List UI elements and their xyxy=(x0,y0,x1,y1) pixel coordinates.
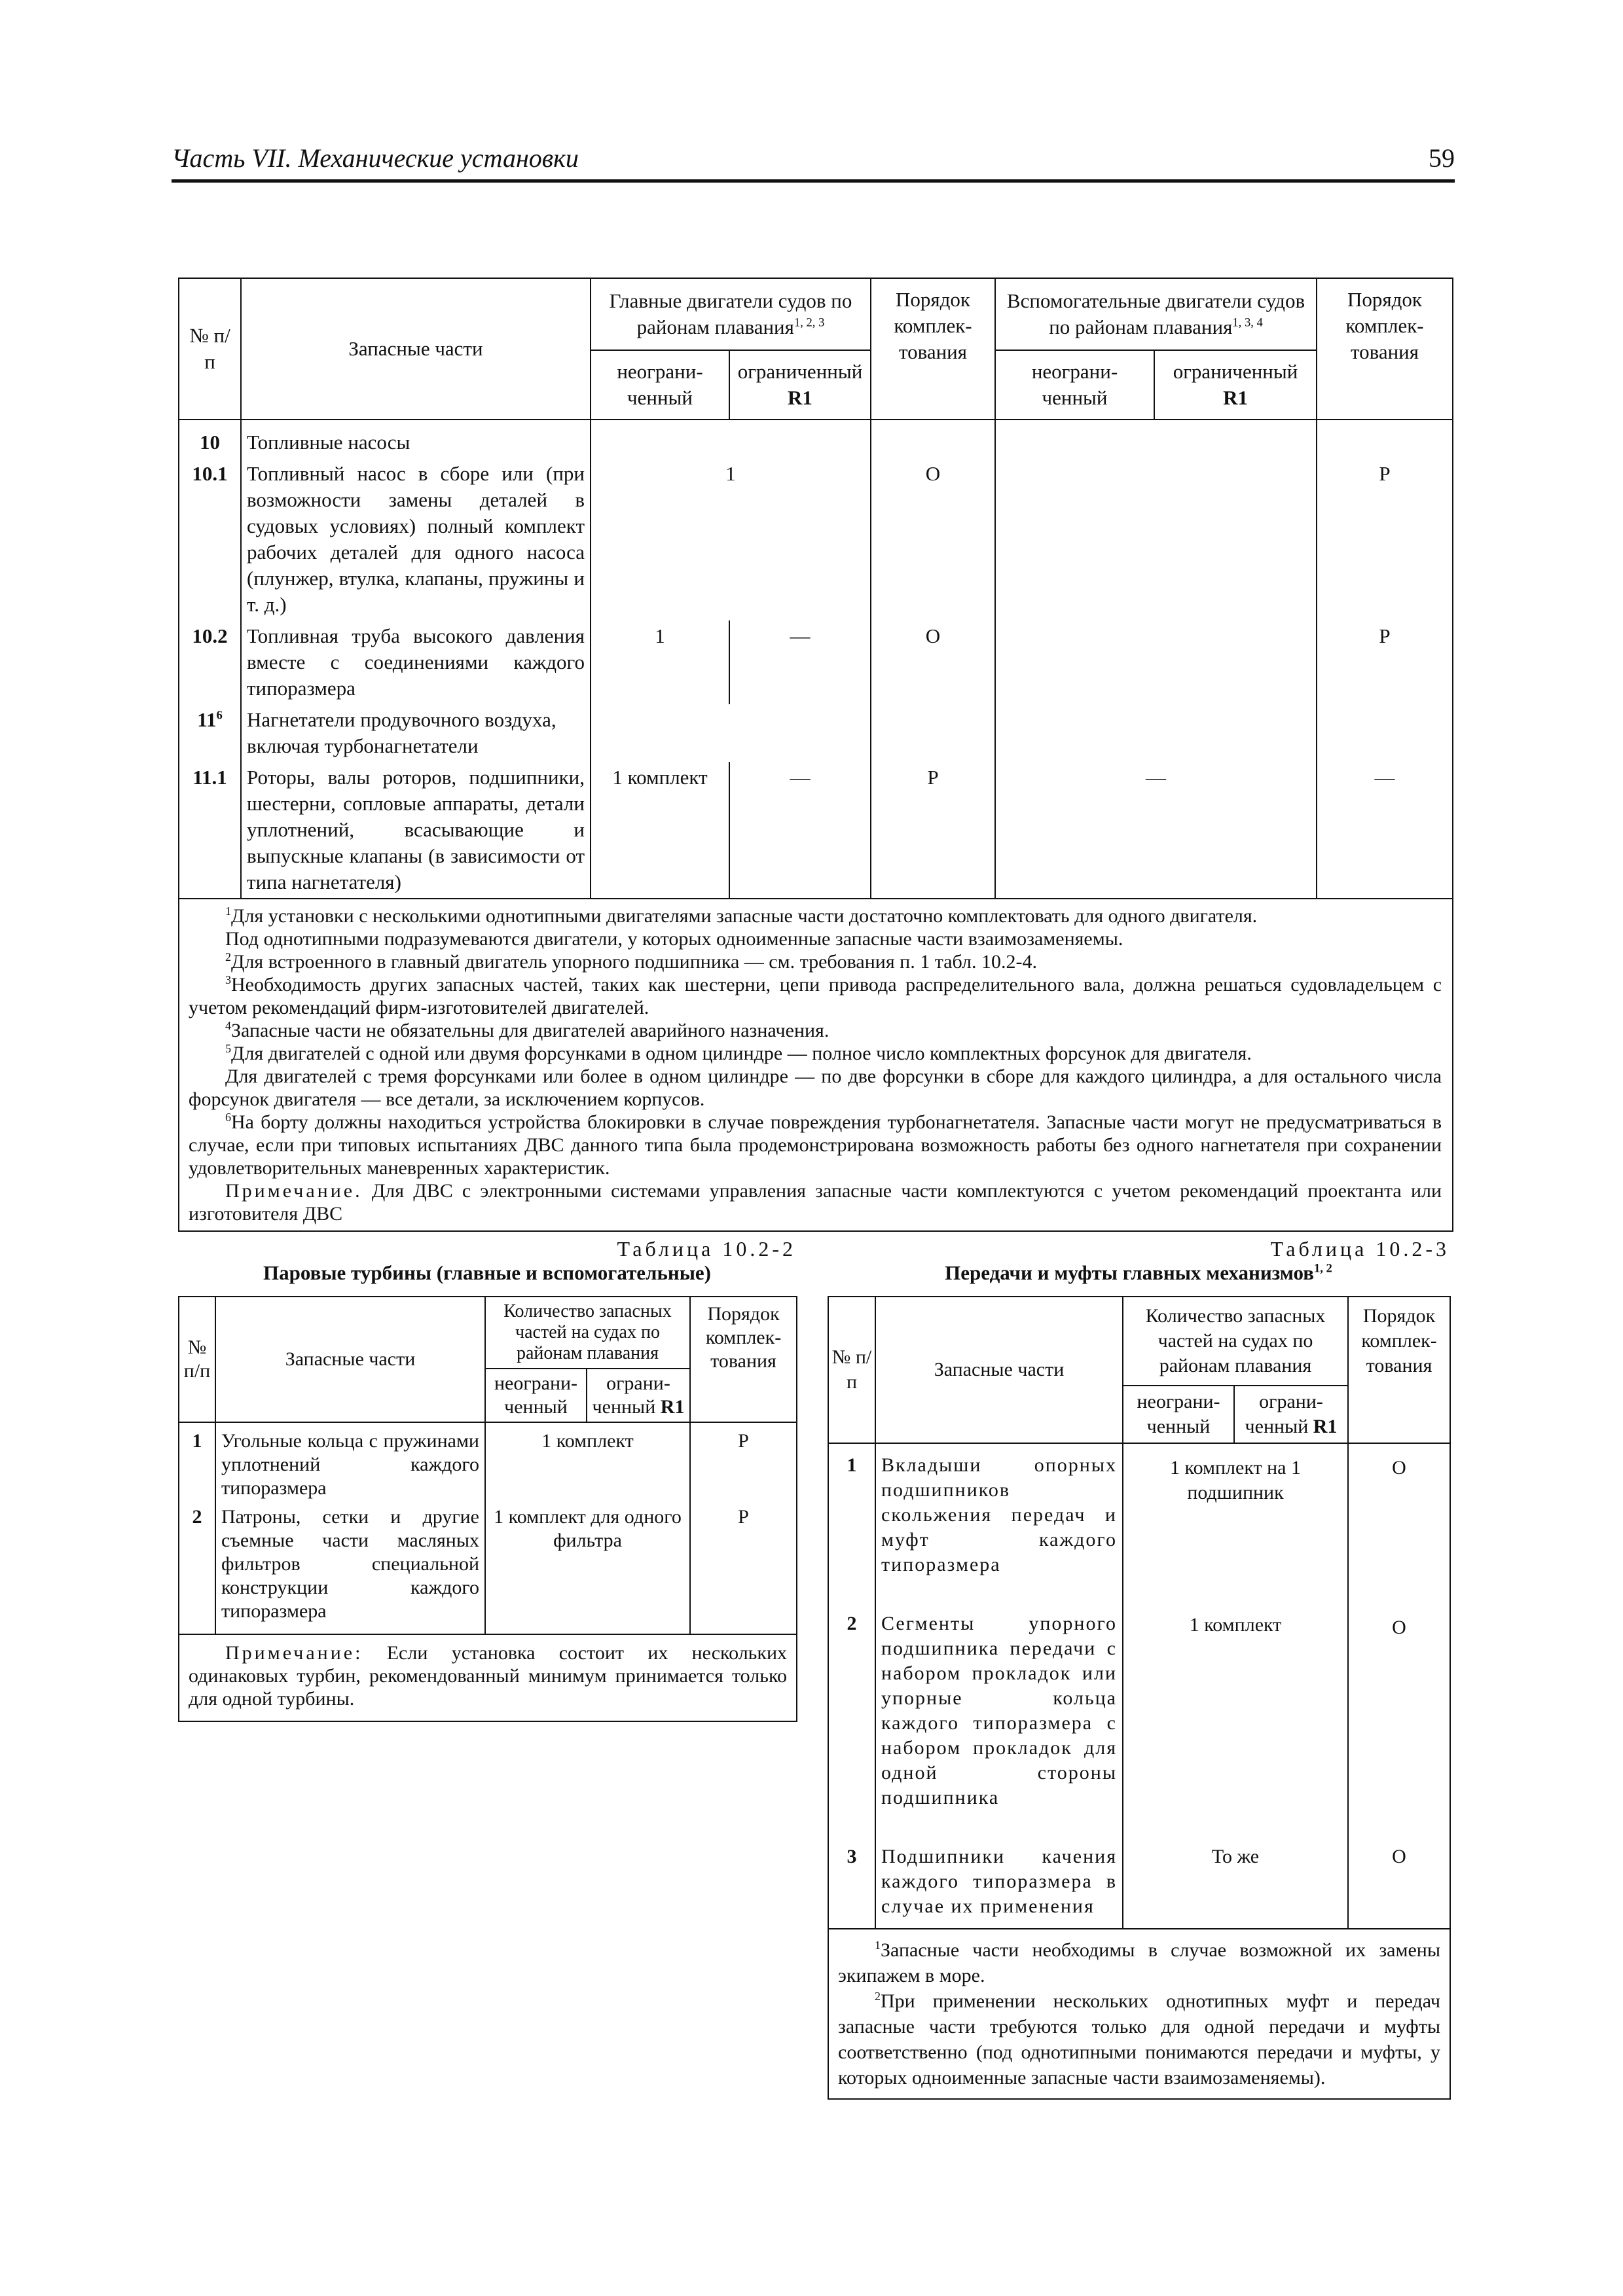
row-order: Р xyxy=(871,762,995,899)
row-text: Вкладыши опорных подшипников скольжения передач и муфт каждого типоразмера xyxy=(875,1443,1123,1580)
col-header-limited: ограниченный R1 xyxy=(729,350,871,420)
row-text: Топливные насосы xyxy=(241,420,591,458)
row-order: Р xyxy=(690,1503,797,1634)
page-number: 59 xyxy=(1429,143,1455,173)
col-header-num: № п/п xyxy=(828,1297,875,1443)
row-order-aux: — xyxy=(1317,762,1453,899)
table-row xyxy=(179,1503,797,1634)
table-notes: Примечание: Если установка состоит их нескольких одинаковых турбин, рекомендованный минимум принимается только для одной турбины. xyxy=(179,1634,797,1721)
row-order: О xyxy=(1348,1580,1450,1813)
row-main-qty: 1 xyxy=(591,458,871,620)
row-text: Патроны, сетки и другие съемные части масляных фильтров специальной конструкции каждого типоразмера xyxy=(215,1503,485,1634)
row-order-aux: Р xyxy=(1317,620,1453,704)
row-num: 3 xyxy=(828,1813,875,1929)
col-header-order: Порядок комплек-тования xyxy=(871,278,995,420)
footnote: $^3$Необходимость других запасных частей, таких как шестерни, цепи привода распределительного вала, должна решаться судовладельцем с учетом рекомендаций фирм-изготовителей двигателей. xyxy=(189,973,1442,1018)
table-row xyxy=(179,620,1453,704)
row-order: О xyxy=(871,458,995,620)
gears-couplings-table xyxy=(828,1296,1451,2100)
table-caption-10-2-3 xyxy=(828,1237,1450,1285)
row-qty: То же xyxy=(1123,1813,1348,1929)
row-order-aux: Р xyxy=(1317,458,1453,620)
table-title: Передачи и муфты главных механизмов$^{1, 2}$ xyxy=(945,1261,1332,1284)
col-header-qty: Количество запасных частей на судах по районам плавания xyxy=(485,1297,690,1369)
row-order: О xyxy=(1348,1813,1450,1929)
col-header-order: Порядок комплек-тования xyxy=(1348,1297,1450,1443)
row-text: Нагнетатели продувочного воздуха, включая турбонагнетатели xyxy=(241,704,591,762)
table-notes xyxy=(828,1929,1450,2099)
row-main-unlimited: 1 комплект xyxy=(591,762,729,899)
col-header-qty: Количество запасных частей на судах по районам плавания xyxy=(1123,1297,1348,1386)
col-header-num: № п/п xyxy=(179,1297,215,1422)
footnote: $^2$При применении нескольких однотипных муфт и передач запасные части требуются только для одной передачи и муфты соответственно (под однотипными понимаются передачи и муфты, у которых одноименные запасные части взаимозаменяемы). xyxy=(838,1990,1441,2089)
row-order: О xyxy=(871,620,995,704)
row-num: 1 xyxy=(828,1443,875,1580)
row-num: 10.1 xyxy=(179,458,241,620)
col-header-parts: Запасные части xyxy=(875,1297,1123,1443)
row-text: Топливная труба высокого давления вместе с соединениями каждого типоразмера xyxy=(241,620,591,704)
row-text: Угольные кольца с пружинами уплотнений каждого типоразмера xyxy=(215,1422,485,1503)
row-main-unlimited: 1 xyxy=(591,620,729,704)
footnote: $^1$Для установки с несколькими однотипными двигателями запасные части достаточно комплектовать для одного двигателя. xyxy=(225,905,1258,927)
col-header-parts: Запасные части xyxy=(241,278,591,420)
row-num: $11^6$ xyxy=(179,704,241,762)
row-num: 11.1 xyxy=(179,762,241,899)
col-header-limited: ограни-ченный R1 xyxy=(1234,1386,1348,1443)
row-text: Топливный насос в сборе или (при возможности замены деталей в судовых условиях) полный комплект рабочих деталей для одного насоса (плунжер, втулка, клапаны, пружины и т. д.) xyxy=(241,458,591,620)
row-num: 10.2 xyxy=(179,620,241,704)
col-header-unlimited: неограни-ченный xyxy=(1123,1386,1234,1443)
row-num: 10 xyxy=(179,420,241,458)
table-number: Таблица 10.2-3 xyxy=(1270,1237,1450,1261)
row-text: Сегменты упорного подшипника передачи с набором прокладок или упорные кольца каждого типоразмера с набором прокладок для одной стороны подшипника xyxy=(875,1580,1123,1813)
col-header-main-engines: Главные двигатели судов по районам плавания$^{1, 2, 3}$ xyxy=(591,278,871,350)
table-notes xyxy=(179,899,1453,1231)
row-num: 2 xyxy=(828,1580,875,1813)
table-row xyxy=(828,1443,1450,1580)
table-row xyxy=(179,420,1453,458)
table-number: Таблица 10.2-2 xyxy=(617,1237,796,1261)
row-main-limited: — xyxy=(729,620,871,704)
footnote: $^4$Запасные части не обязательны для двигателей аварийного назначения. xyxy=(225,1019,830,1041)
col-header-aux-engines: Вспомогательные двигатели судов по районам плавания$^{1, 3, 4}$ xyxy=(995,278,1317,350)
table-row xyxy=(828,1580,1450,1813)
col-header-unlimited-aux: неограни-ченный xyxy=(995,350,1154,420)
row-aux-qty: — xyxy=(995,762,1317,899)
row-qty: 1 комплект xyxy=(485,1422,690,1503)
col-header-unlimited: неограни-ченный xyxy=(485,1369,587,1422)
footnote: $^2$Для встроенного в главный двигатель упорного подшипника — см. требования п. 1 табл. 10.2-4. xyxy=(225,950,1037,973)
footnote: $^5$Для двигателей с одной или двумя форсунками в одном цилиндре — полное число комплектных форсунок для двигателя. xyxy=(225,1042,1252,1064)
col-header-order-aux: Порядок комплек-тования xyxy=(1317,278,1453,420)
row-num: 2 xyxy=(179,1503,215,1634)
engines-spare-parts-table xyxy=(178,278,1453,1232)
row-qty: 1 комплект для одного фильтра xyxy=(485,1503,690,1634)
footnote: Под однотипными подразумеваются двигатели, у которых одноименные запасные части взаимозаменяемы. xyxy=(225,928,1123,950)
col-header-limited-aux: ограниченный R1 xyxy=(1154,350,1317,420)
footnote: $^1$Запасные части необходимы в случае возможной их замены экипажем в море. xyxy=(838,1939,1441,1986)
row-num: 1 xyxy=(179,1422,215,1503)
row-order: О xyxy=(1348,1443,1450,1580)
row-qty: 1 комплект на 1 подшипник xyxy=(1123,1443,1348,1580)
table-row xyxy=(179,762,1453,899)
row-text: Подшипники качения каждого типоразмера в случае их применения xyxy=(875,1813,1123,1929)
table-note: Примечание. Для ДВС с электронными системами управления запасные части комплектуются с учетом рекомендаций проектанта или изготовителя ДВС xyxy=(189,1180,1442,1225)
footnote: $^6$На борту должны находиться устройства блокировки в случае повреждения турбонагнетателя. Запасные части могут не предусматриваться в случае, если при типовых испытаниях ДВС данного типа была продемонстрирована возможность работы без одного нагнетателя при сохранении удовлетворительных маневренных характеристик. xyxy=(189,1111,1442,1179)
page-header xyxy=(172,143,1455,183)
table-row xyxy=(179,1422,797,1503)
table-row xyxy=(828,1813,1450,1929)
row-order: Р xyxy=(690,1422,797,1503)
table-row xyxy=(179,458,1453,620)
row-text: Роторы, валы роторов, подшипники, шестерни, сопловые аппараты, детали уплотнений, всасывающие и выпускные клапаны (в зависимости от типа нагнетателя) xyxy=(241,762,591,899)
col-header-num: № п/п xyxy=(179,278,241,420)
footnote: Для двигателей с тремя форсунками или более в одном цилиндре — по две форсунки в сборе для каждого цилиндра, а для остального числа форсунок двигателя — все детали, за исключением корпусов. xyxy=(189,1066,1442,1110)
col-header-parts: Запасные части xyxy=(215,1297,485,1422)
col-header-limited: ограни-ченный R1 xyxy=(587,1369,690,1422)
table-row xyxy=(179,704,1453,762)
table-caption-10-2-2 xyxy=(178,1237,796,1285)
table-title: Паровые турбины (главные и вспомогательные) xyxy=(263,1261,711,1284)
row-main-limited: — xyxy=(729,762,871,899)
page-title: Часть VII. Механические установки xyxy=(172,143,579,173)
col-header-order: Порядок комплек-тования xyxy=(690,1297,797,1422)
row-qty: 1 комплект xyxy=(1123,1580,1348,1813)
steam-turbines-table xyxy=(178,1296,797,1722)
col-header-unlimited: неограни-ченный xyxy=(591,350,729,420)
